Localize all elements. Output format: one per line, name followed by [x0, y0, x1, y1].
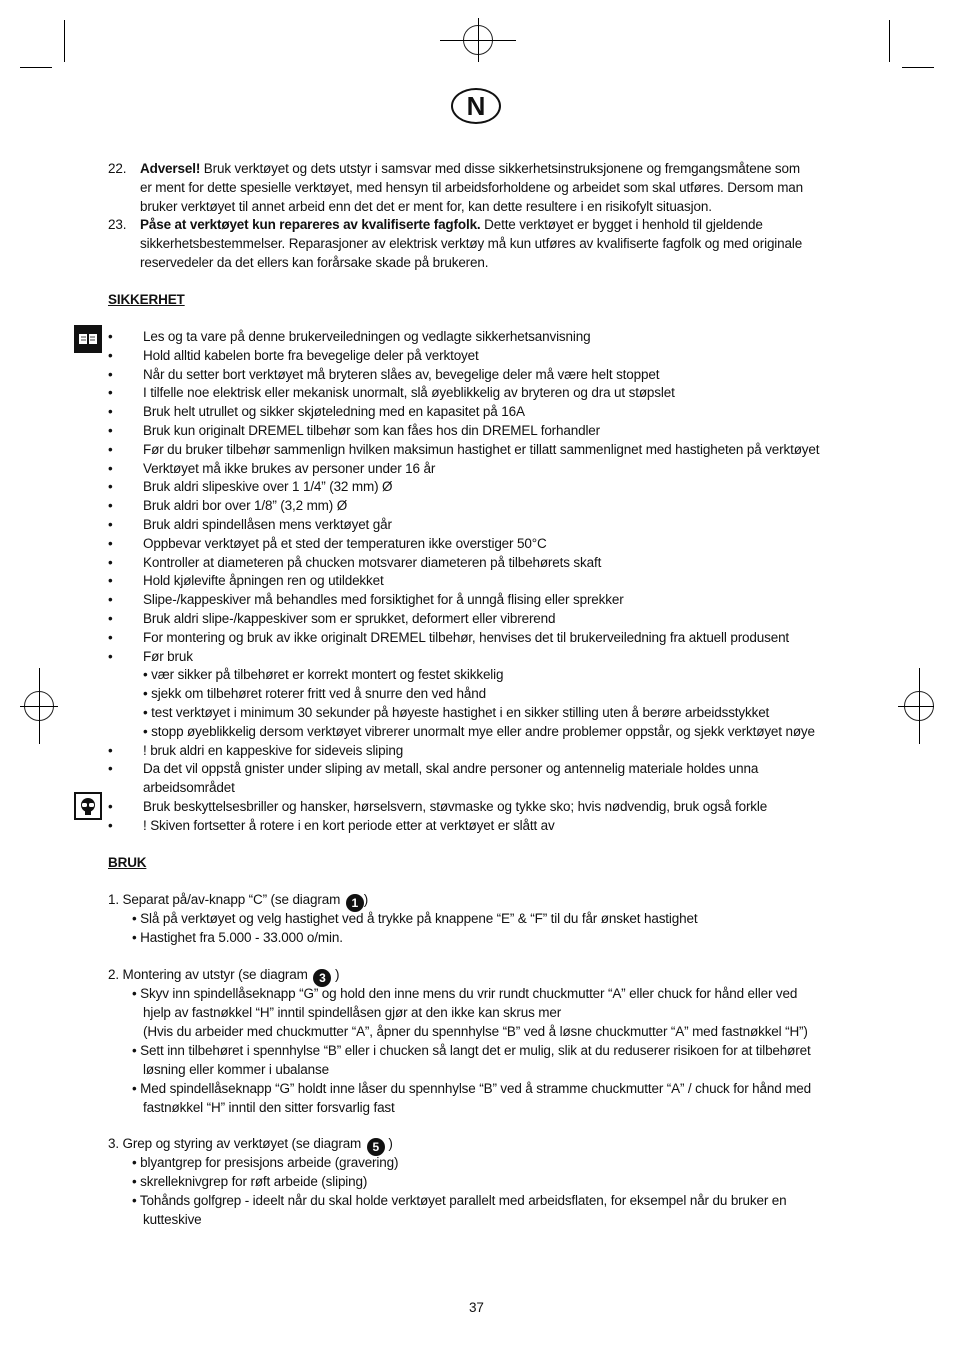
- bullet-mark: •: [108, 366, 113, 382]
- crop-mark: [902, 67, 934, 68]
- manual-book-icon: [74, 325, 102, 353]
- list-item-text: ! Skiven fortsetter å rotere i en kort periode etter at verktøyet er slått av: [143, 817, 555, 833]
- section-title: 2. Montering av utstyr (se diagram: [108, 967, 312, 982]
- item-bold-lead: Adversel!: [140, 161, 201, 176]
- page-number: 37: [469, 1300, 484, 1315]
- diagram-number-badge: 5: [367, 1138, 385, 1156]
- list-item-text: • sjekk om tilbehøret roterer fritt ved å snurre den ved hånd: [143, 686, 486, 702]
- bullet-mark: •: [108, 648, 113, 664]
- section-line: • Sett inn tilbehøret i spennhylse “B” eller i chucken så langt det er mulig, slik at du reduserer risikoen for at tilbehøret: [132, 1043, 811, 1058]
- list-item-text: Les og ta vare på denne brukerveiledningen og vedlagte sikkerhetsanvisning: [143, 329, 591, 344]
- bullet-mark: •: [108, 742, 113, 758]
- bullet-mark: •: [108, 479, 113, 495]
- section-heading-sikkerhet: SIKKERHET: [108, 292, 185, 307]
- section-line: • Hastighet fra 5.000 - 33.000 o/min.: [132, 930, 343, 945]
- bullet-mark: •: [108, 554, 113, 570]
- item-text: sikkerhetsbestemmelser. Reparasjoner av elektrisk verktøy må kun utføres av kvalifiserte fagfolk og med originale: [140, 236, 803, 251]
- bullet-mark: •: [108, 629, 113, 645]
- bullet-mark: •: [108, 761, 113, 777]
- bullet-mark: •: [108, 799, 113, 814]
- item-number: 22.: [108, 161, 127, 176]
- section-line: fastnøkkel “H” inntil den sitter forsvarlig fast: [143, 1100, 395, 1115]
- list-item-text: Bruk helt utrullet og sikker skjøteledning med en kapasitet på 16A: [143, 404, 525, 420]
- list-item-text: Verktøyet må ikke brukes av personer under 16 år: [143, 460, 436, 476]
- list-item-text: Kontroller at diameteren på chucken motsvarer diameteren på tilbehørets skaft: [143, 554, 602, 570]
- registration-line: [919, 668, 920, 744]
- list-item-text: I tilfelle noe elektrisk eller mekanisk unormalt, slå øyeblikkelig av bryteren og dra ut støpslet: [143, 385, 675, 401]
- list-item-text: Når du setter bort verktøyet må bryteren slåes av, bevegelige deler må være helt stoppet: [143, 366, 660, 382]
- section-line: • Slå på verktøyet og velg hastighet ved å trykke på knappene “E” & “F” til du får ønsket hastighet: [132, 911, 698, 926]
- section-line: (Hvis du arbeider med chuckmutter “A”, åpner du spennhylse “B” ved å løsne chuckmutter “A” med fastnøkkel “H”): [143, 1024, 808, 1039]
- registration-line: [478, 18, 479, 62]
- bullet-mark: •: [108, 423, 113, 438]
- paren: ): [331, 967, 340, 982]
- section-line: hjelp av fastnøkkel “H” inntil spindellåsen gjør at den ikke kan skrus mer: [143, 1005, 562, 1020]
- section-line: • Skyv inn spindellåseknapp “G” og hold den inne mens du vrir rundt chuckmutter “A” eller chuck for hånd eller ved: [132, 986, 798, 1001]
- item-bold-lead: Påse at verktøyet kun repareres av kvalifiserte fagfolk.: [140, 217, 481, 232]
- section-line: • skrelleknivgrep for røft arbeide (sliping): [132, 1174, 368, 1189]
- section-line: løsning eller kommer i ubalanse: [143, 1062, 329, 1077]
- bullet-mark: •: [108, 404, 113, 420]
- list-item-text: Bruk aldri bor over 1/8” (3,2 mm) Ø: [143, 498, 348, 514]
- list-item-text: arbeidsområdet: [143, 780, 235, 796]
- item-text: reservedeler da det ellers kan forårsake skade på brukeren.: [140, 255, 489, 270]
- section-line: • Med spindellåseknapp “G” holdt inne låser du spennhylse “B” ved å stramme chuckmutter “A” / chuck for hånd med: [132, 1081, 812, 1096]
- bullet-mark: •: [108, 611, 113, 626]
- crop-mark: [64, 20, 65, 62]
- bullet-mark: •: [108, 517, 113, 532]
- list-item-text: Bruk aldri slipe-/kappeskiver som er sprukket, deformert eller vibrerend: [143, 611, 556, 626]
- list-item-text: • stopp øyeblikkelig dersom verktøyet vibrerer unormalt mye eller andre problemer oppstår, og sjekk verktøyet nøye: [143, 723, 815, 739]
- section-line: kutteskive: [143, 1212, 202, 1227]
- bullet-mark: •: [108, 347, 113, 363]
- diagram-number-badge: 3: [313, 969, 331, 987]
- section-title: 1. Separat på/av-knapp “C” (se diagram: [108, 892, 344, 907]
- registration-line: [898, 706, 934, 707]
- list-item-text: Før bruk: [143, 648, 193, 664]
- item-text: Bruk verktøyet og dets utstyr i samsvar med disse sikkerhetsinstruksjonene og fremgangsmåtene som: [200, 161, 800, 176]
- bullet-mark: •: [108, 573, 113, 589]
- item-number: 23.: [108, 217, 127, 232]
- section-title: 3. Grep og styring av verktøyet (se diagram: [108, 1136, 365, 1151]
- bullet-mark: •: [108, 460, 113, 476]
- list-item-text: • vær sikker på tilbehøret er korrekt montert og festet skikkelig: [143, 667, 504, 683]
- item-text: bruker verktøyet til annet arbeid enn det det er ment for, kan dette resultere i en risikofylt situasjon.: [140, 199, 712, 214]
- crop-mark: [889, 20, 890, 62]
- list-item-text: Bruk kun originalt DREMEL tilbehør som kan fåes hos din DREMEL forhandler: [143, 423, 601, 438]
- list-item-text: Hold alltid kabelen borte fra bevegelige deler på verktoyet: [143, 347, 479, 363]
- list-item-text: Slipe-/kappeskiver må behandles med forsiktighet for å unngå flising eller sprekker: [143, 592, 624, 608]
- section-line: • Tohånds golfgrep - ideelt når du skal holde verktøyet parallelt med arbeidsflaten, for eksempel når du bruker en: [132, 1193, 787, 1208]
- list-item-text: Bruk aldri slipeskive over 1 1/4” (32 mm) Ø: [143, 479, 393, 495]
- bullet-mark: •: [108, 535, 113, 551]
- list-item-text: ! bruk aldri en kappeskive for sideveis sliping: [143, 742, 404, 758]
- list-item-text: Bruk aldri spindellåsen mens verktøyet går: [143, 517, 392, 532]
- list-item-text: Oppbevar verktøyet på et sted der temperaturen ikke overstiger 50°C: [143, 535, 547, 551]
- bullet-mark: •: [108, 385, 113, 401]
- registration-line: [39, 668, 40, 744]
- safety-goggles-icon: [74, 792, 102, 820]
- language-badge: [451, 88, 501, 124]
- list-item-text: Bruk beskyttelsesbriller og hansker, hørselsvern, støvmaske og tykke sko; hvis nødvendig, bruk også forkle: [143, 799, 768, 814]
- bullet-mark: •: [108, 817, 113, 833]
- bullet-mark: •: [108, 329, 113, 344]
- paren: ): [363, 892, 369, 907]
- item-text: er ment for dette spesielle verktøyet, med hensyn til arbeidsforholdene og arbeidet som skal utføres. Dersom man: [140, 180, 804, 195]
- paren: ): [384, 1136, 393, 1151]
- list-item-text: Før du bruker tilbehør sammenlign hvilken maksimun hastighet er tillatt sammenlignet med hastigheten på verktøyet: [143, 441, 820, 457]
- bullet-mark: •: [108, 441, 113, 457]
- section-line: • blyantgrep for presisjons arbeide (gravering): [132, 1155, 399, 1170]
- diagram-number-badge: 1: [346, 894, 364, 912]
- list-item-text: For montering og bruk av ikke originalt DREMEL tilbehør, henvises det til brukerveiledning fra aktuell produsent: [143, 629, 790, 645]
- list-item-text: Hold kjølevifte åpningen ren og utildekket: [143, 573, 384, 589]
- crop-mark: [20, 67, 52, 68]
- language-letter: N: [466, 90, 486, 121]
- safety-bullet-list: [108, 329, 868, 849]
- item-text: Dette verktøyet er bygget i henhold til gjeldende: [480, 217, 763, 232]
- list-item-text: Da det vil oppstå gnister under sliping av metall, skal andre personer og antennelig materiale holdes unna: [143, 761, 759, 777]
- section-heading-bruk: BRUK: [108, 855, 147, 870]
- bullet-mark: •: [108, 592, 113, 608]
- bullet-mark: •: [108, 498, 113, 514]
- list-item-text: • test verktøyet i minimum 30 sekunder på høyeste hastighet i en sikker stilling uten å berøre arbeidsstykket: [143, 705, 770, 720]
